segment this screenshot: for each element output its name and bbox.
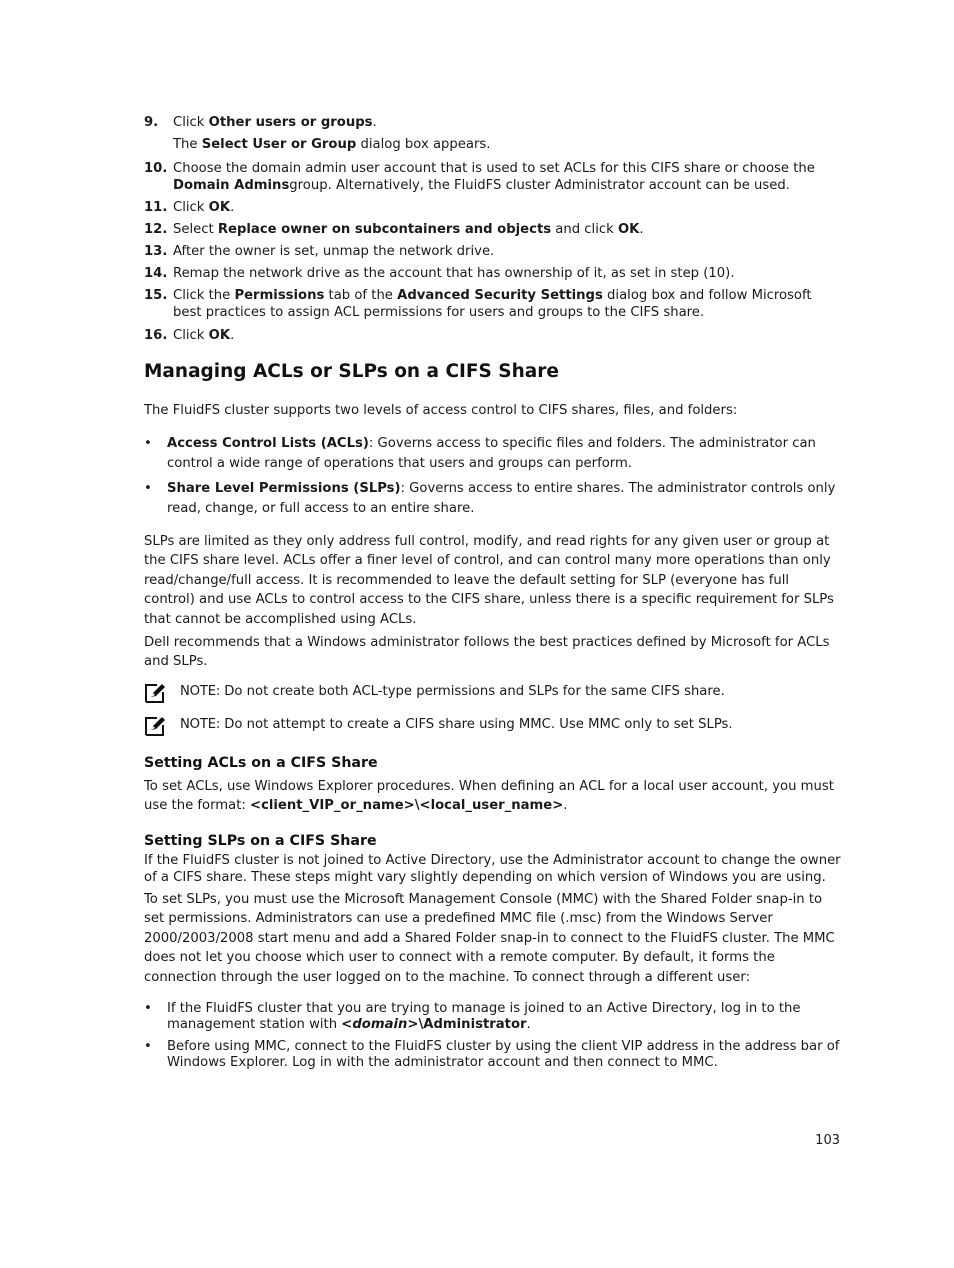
emphasis-text: < [341,1017,353,1032]
note-text [180,716,733,733]
bullet-text: Access Control Lists (ACLs): Governs access to specific files and folders. The administrator can control a wide range of operations that users and groups can perform. [167,436,816,471]
bullet-text: Before using MMC, connect to the FluidFS cluster by using the client VIP address in the address bar of Windows Explorer. Log in with the administrator account and then connect to MMC. [167,1039,840,1070]
bullet-icon: • [144,481,152,496]
bullet-icon: • [144,1039,152,1054]
slp-paragraph-2: To set SLPs, you must use the Microsoft Management Console (MMC) with the Shared Folder snap-in to set permissions. Administrators can use a predefined MMC file (.msc) from the Windows Server 2000/2003/2008 start menu and add a Shared Folder snap-in to connect to the FluidFS cluster. The MMC does not let you choose which user to connect with a remote computer. By default, it forms the connection through the user logged on to the machine. To connect through a different user: [144,892,835,985]
bullet-text: If the FluidFS cluster that you are trying to manage is joined to an Active Directory, log in to the management station with <domain>\Administrator. [167,1001,801,1032]
emphasis-text: >\Administrator [407,1017,527,1032]
emphasis-text: OK [208,200,231,215]
emphasis-text: domain [352,1017,408,1032]
note-label: NOTE: [180,684,221,699]
pencil-note-icon [144,715,166,737]
emphasis-text: Domain Admins [173,178,290,193]
emphasis-text: Access Control Lists (ACLs) [167,436,369,451]
step-text: Click OK. [173,200,235,215]
dell-paragraph: Dell recommends that a Windows administrator follows the best practices defined by Microsoft for ACLs and SLPs. [144,635,830,670]
note-body: Do not create both ACL-type permissions and SLPs for the same CIFS share. [220,684,725,699]
step-text: Remap the network drive as the account that has ownership of it, as set in step (10). [173,266,735,281]
step-number: 11. [144,200,168,215]
acl-heading: Setting ACLs on a CIFS Share [144,755,378,771]
emphasis-text: Other users or groups [208,115,373,130]
bullet-icon: • [144,1001,152,1016]
emphasis-text: Share Level Permissions (SLPs) [167,481,401,496]
slp-paragraph-1: If the FluidFS cluster is not joined to Active Directory, use the Administrator account to change the owner of a CIFS share. These steps might vary slightly depending on which version of Windows you are using. [144,853,841,885]
note [144,716,844,740]
step-text: Choose the domain admin user account that is used to set ACLs for this CIFS share or choose the Domain Adminsgroup. Alternatively, the FluidFS cluster Administrator account can be used. [173,161,815,193]
step-number: 16. [144,328,168,343]
emphasis-text: Advanced Security Settings [397,288,603,303]
step-text: After the owner is set, unmap the network drive. [173,244,495,259]
emphasis-text: Select User or Group [201,137,357,152]
step-text: Click the Permissions tab of the Advanced Security Settings dialog box and follow Microsoft best practices to assign ACL permissions for users and groups to the CIFS share. [173,288,812,320]
step-text: Select Replace owner on subcontainers and objects and click OK. [173,222,644,237]
page-number: 103 [815,1133,840,1148]
note [144,683,844,707]
step-number: 13. [144,244,168,259]
step-number: 12. [144,222,168,237]
slp-paragraph: SLPs are limited as they only address full control, modify, and read rights for any given user or group at the CIFS share level. ACLs offer a finer level of control, and can control many more operations than only read/change/full access. It is recommended to leave the default setting for SLP (everyone has full control) and use ACLs to control access to the CIFS share, unless there is a specific requirement for SLPs that cannot be accomplished using ACLs. [144,534,834,627]
note-label: NOTE: [180,717,221,732]
emphasis-text: Replace owner on subcontainers and objects [217,222,552,237]
bullet-icon: • [144,436,152,451]
note-body: Do not attempt to create a CIFS share using MMC. Use MMC only to set SLPs. [220,717,733,732]
step-number: 15. [144,288,168,303]
step-number: 9. [144,115,159,130]
section-title: Managing ACLs or SLPs on a CIFS Share [144,361,559,382]
note-text [180,683,725,700]
intro-paragraph: The FluidFS cluster supports two levels of access control to CIFS shares, files, and folders: [144,403,738,418]
acl-paragraph: To set ACLs, use Windows Explorer procedures. When defining an ACL for a local user account, you must use the format: <client_VIP_or_name>\<local_user_name>. [144,779,834,814]
step-result: The Select User or Group dialog box appears. [173,137,491,152]
pencil-note-icon [144,682,166,704]
emphasis-text: Permissions [234,288,325,303]
step-text: Click OK. [173,328,235,343]
step-number: 14. [144,266,168,281]
emphasis-text: <client_VIP_or_name>\<local_user_name> [250,798,564,814]
emphasis-text: OK [208,328,231,343]
slp-heading: Setting SLPs on a CIFS Share [144,833,377,849]
step-text: Click Other users or groups. [173,115,377,130]
bullet-text: Share Level Permissions (SLPs): Governs access to entire shares. The administrator controls only read, change, or full access to an entire share. [167,481,836,516]
step-number: 10. [144,161,168,176]
emphasis-text: OK [617,222,640,237]
